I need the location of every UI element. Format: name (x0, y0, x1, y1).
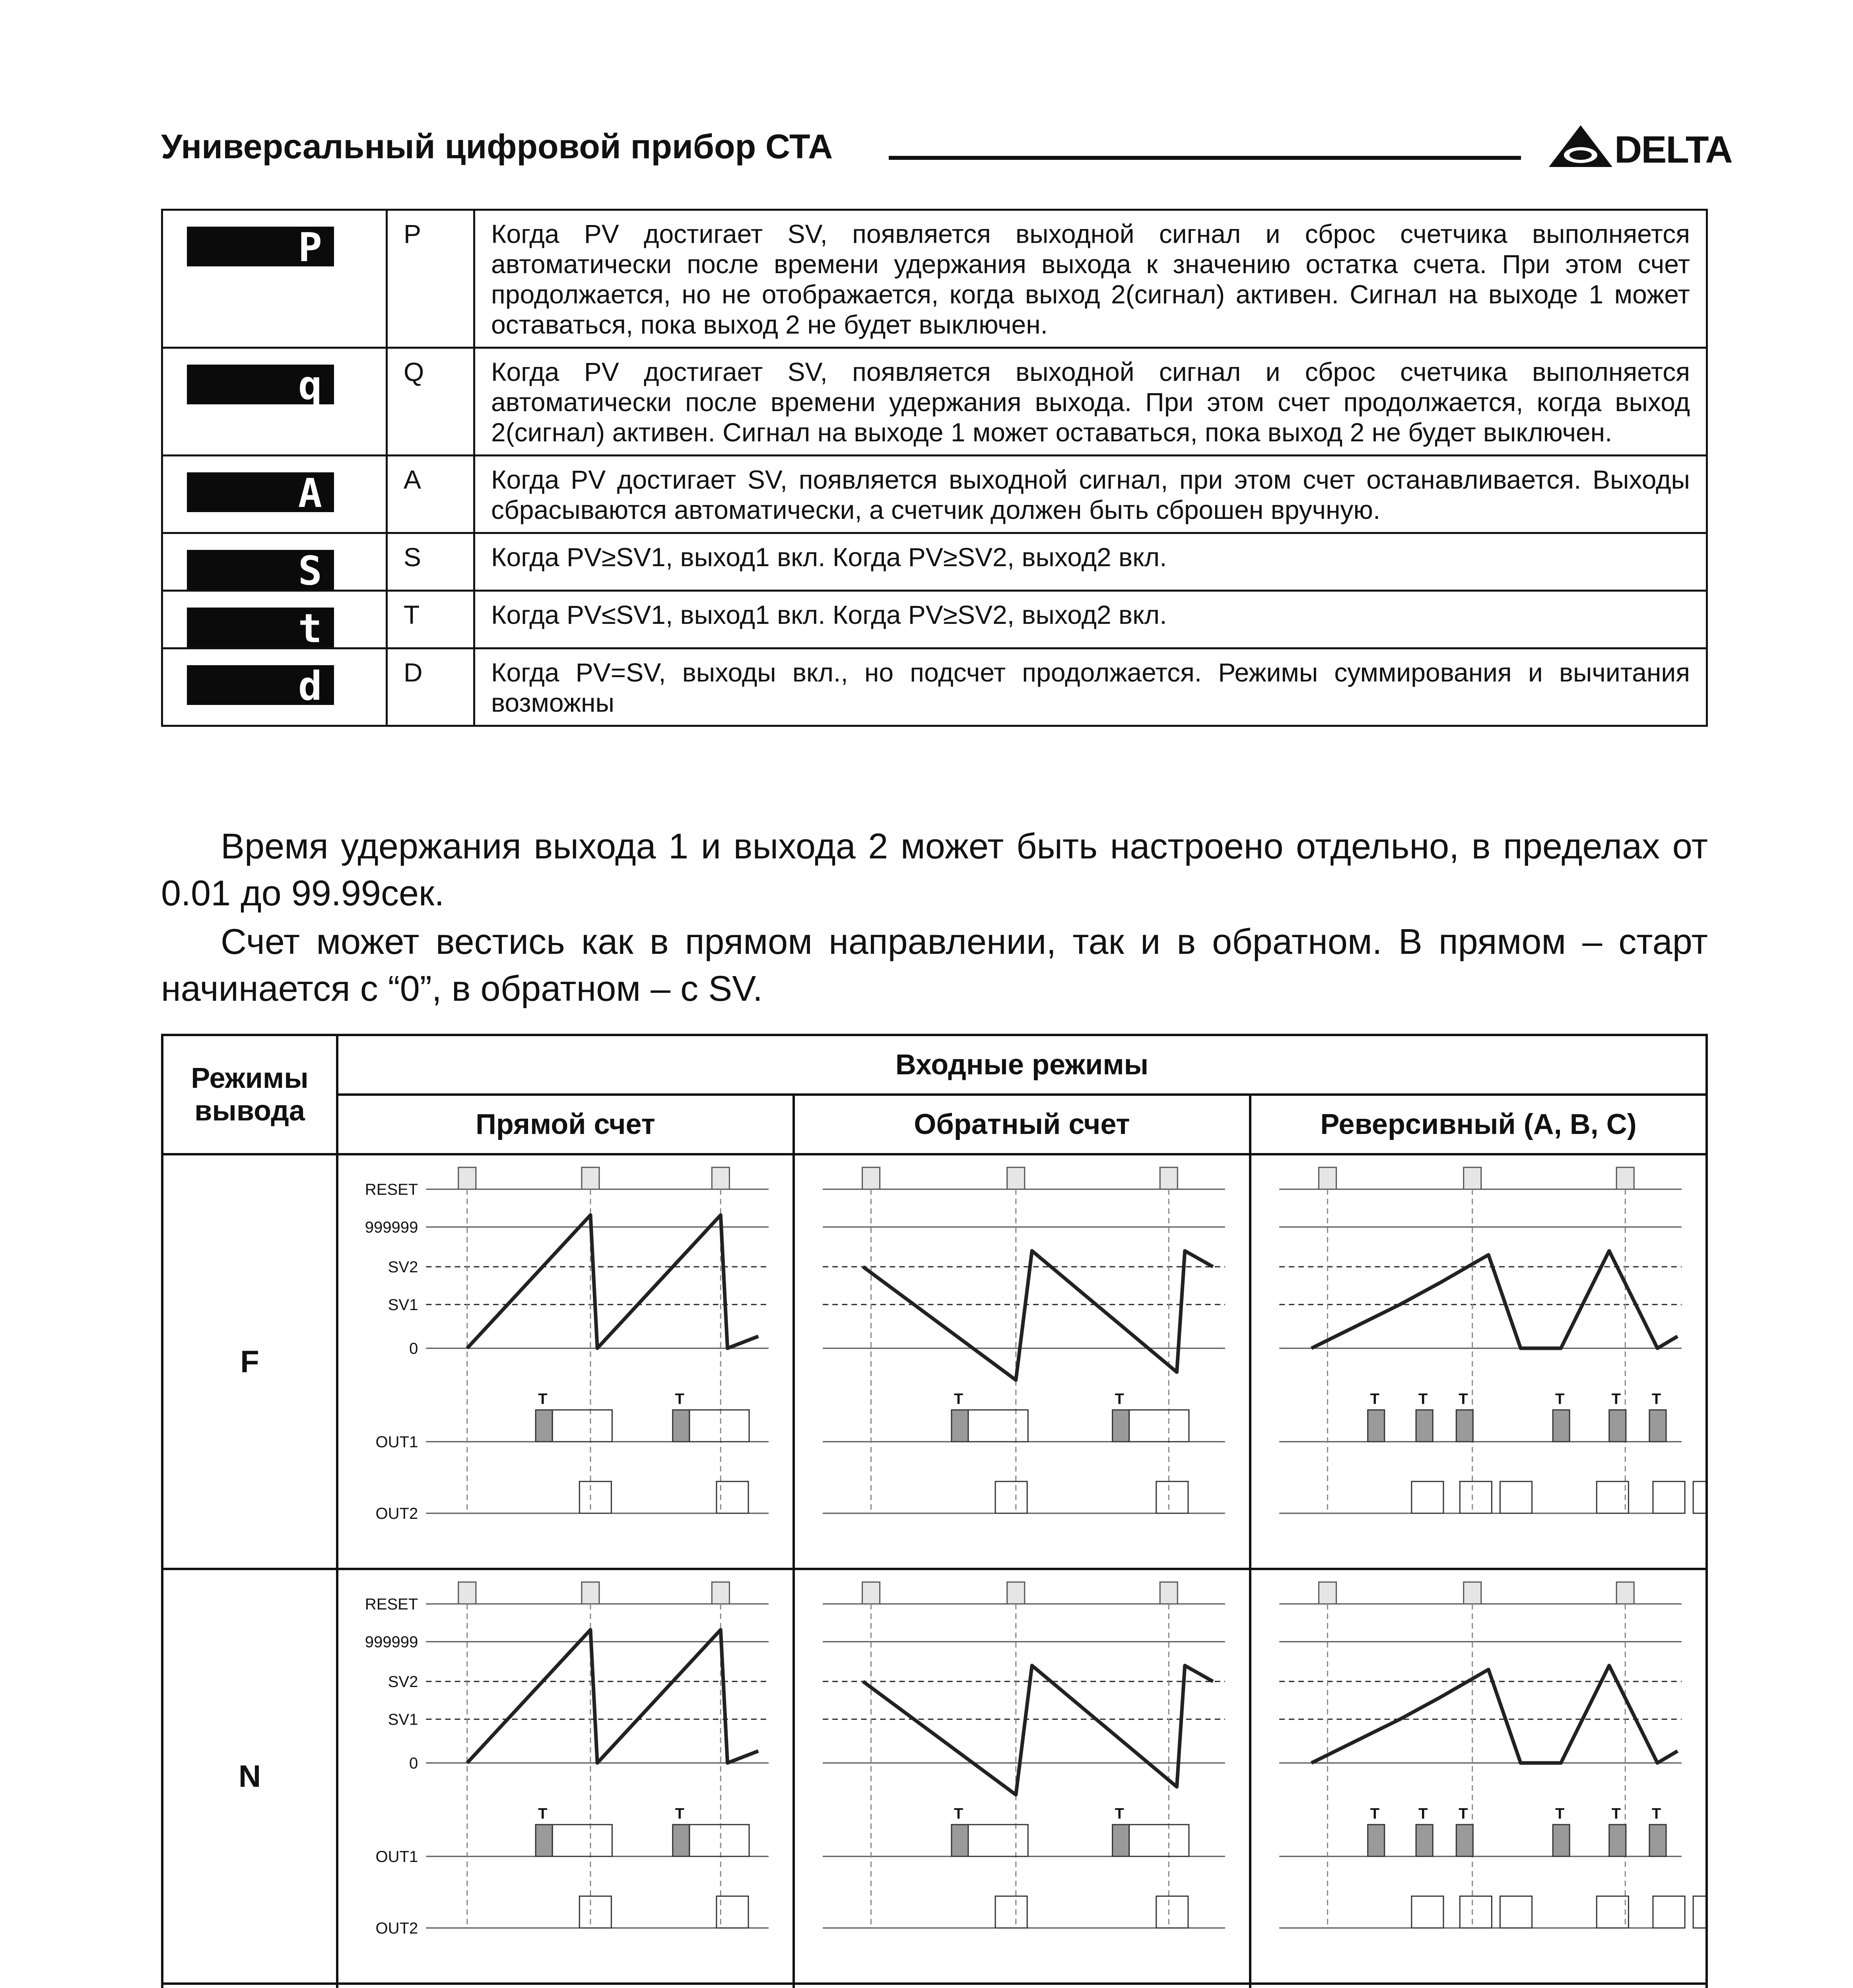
timing-diagram (795, 1155, 1249, 1565)
reset-pulse (1007, 1167, 1025, 1189)
reset-pulse (458, 1167, 476, 1189)
mode-row (162, 210, 1707, 348)
reset-pulse (712, 1167, 729, 1189)
out1-hold-pulse (1609, 1825, 1626, 1856)
out1-hold-pulse (1553, 1825, 1569, 1856)
column-header: Прямой счет (337, 1095, 794, 1154)
hold-time-marker: T (1459, 1806, 1468, 1822)
timing-diagram-table (161, 1034, 1708, 1988)
mode-letter: Q (387, 348, 474, 456)
timing-diagram (795, 1570, 1249, 1980)
out1-extended-pulse (968, 1410, 1028, 1442)
delta-logo (1549, 123, 1732, 171)
signal-label: 999999 (365, 1633, 418, 1651)
hold-time-marker: T (538, 1391, 548, 1408)
reset-pulse (582, 1582, 599, 1604)
mode-description: Когда PV≥SV1, выход1 вкл. Когда PV≥SV2, выход2 вкл. (474, 533, 1707, 591)
out1-hold-pulse (1456, 1410, 1473, 1442)
reset-pulse (582, 1167, 599, 1189)
hold-time-marker: T (1651, 1391, 1661, 1408)
out2-pulse (579, 1481, 611, 1513)
signal-label: OUT2 (375, 1920, 418, 1937)
signal-label: SV2 (388, 1673, 418, 1691)
timing-diagram (1251, 1570, 1705, 1980)
out2-pulse (1597, 1896, 1628, 1928)
row-label: N (162, 1569, 337, 1984)
hold-time-marker: T (1370, 1806, 1379, 1822)
mode-row (162, 348, 1707, 456)
out1-hold-pulse (1113, 1825, 1129, 1856)
display-indicator: A (187, 472, 334, 512)
mode-description: Когда PV достигает SV, появляется выходной сигнал и сброс счетчика выполняется автоматически после времени удержания выхода. При этом счет продолжается, когда выход 2(сигнал) активен. Сигнал на выходе 1 может оставаться, пока выход 2 не будет выключен. (474, 348, 1707, 456)
signal-label: SV1 (388, 1296, 418, 1314)
column-header: Реверсивный (A, B, C) (1250, 1095, 1707, 1154)
timing-diagram (338, 1155, 792, 1565)
out1-extended-pulse (968, 1825, 1028, 1856)
row-label: F (162, 1154, 337, 1569)
out1-extended-pulse (690, 1825, 749, 1856)
count-waveform (1311, 1666, 1678, 1763)
out2-pulse (579, 1896, 611, 1928)
out1-extended-pulse (1129, 1825, 1189, 1856)
signal-label: OUT1 (375, 1433, 418, 1451)
count-waveform (863, 1666, 1213, 1795)
mode-description: Когда PV=SV, выходы вкл., но подсчет продолжается. Режимы суммирования и вычитания возможны (474, 648, 1707, 726)
out1-extended-pulse (552, 1410, 612, 1442)
out1-hold-pulse (952, 1410, 968, 1442)
reset-pulse (1616, 1167, 1634, 1189)
out2-pulse (1653, 1896, 1685, 1928)
logo-text: DELTA (1614, 128, 1732, 171)
out1-hold-pulse (1368, 1410, 1385, 1442)
hold-time-marker: T (1370, 1391, 1379, 1408)
out2-pulse (995, 1481, 1027, 1513)
mode-letter: T (387, 591, 474, 648)
out1-hold-pulse (1649, 1825, 1666, 1856)
display-indicator: S (187, 550, 334, 590)
out1-hold-pulse (1649, 1410, 1666, 1442)
hold-time-marker: T (1418, 1391, 1428, 1408)
signal-label: SV2 (388, 1258, 418, 1276)
hold-time-marker: T (538, 1806, 548, 1822)
signal-label: SV1 (388, 1711, 418, 1728)
out1-hold-pulse (1368, 1825, 1385, 1856)
out2-pulse (1693, 1896, 1705, 1928)
hold-time-marker: T (1611, 1806, 1621, 1822)
out2-pulse (1412, 1896, 1443, 1928)
display-indicator: t (187, 608, 334, 647)
signal-label: RESET (365, 1181, 418, 1198)
out2-pulse (717, 1481, 748, 1513)
mode-description: Когда PV≤SV1, выход1 вкл. Когда PV≥SV2, выход2 вкл. (474, 591, 1707, 648)
reset-pulse (1160, 1167, 1177, 1189)
hold-time-marker: T (1555, 1391, 1565, 1408)
output-modes-header: Режимы вывода (162, 1035, 337, 1154)
mode-letter: A (387, 456, 474, 533)
display-indicator: P (187, 227, 334, 266)
timing-diagram (1251, 1155, 1705, 1565)
mode-row (162, 591, 1707, 648)
out2-pulse (1460, 1481, 1492, 1513)
hold-time-marker: T (1459, 1391, 1468, 1408)
reset-pulse (1319, 1167, 1336, 1189)
reset-pulse (1464, 1167, 1481, 1189)
out2-pulse (1500, 1481, 1532, 1513)
mode-row (162, 648, 1707, 726)
out1-hold-pulse (1113, 1410, 1129, 1442)
out2-pulse (1460, 1896, 1492, 1928)
signal-label: RESET (365, 1596, 418, 1613)
paragraph-count-direction: Счет может вестись как в прямом направлении, так и в обратном. В прямом – старт начинается с “0”, в обратном – с SV. (161, 922, 1708, 1009)
reset-pulse (1616, 1582, 1634, 1604)
out1-extended-pulse (1129, 1410, 1189, 1442)
timing-diagram (795, 1985, 1249, 1988)
count-waveform (467, 1215, 758, 1348)
out2-pulse (1500, 1896, 1532, 1928)
timing-diagram (1251, 1985, 1705, 1988)
reset-pulse (1464, 1582, 1481, 1604)
hold-time-marker: T (954, 1391, 963, 1408)
paragraph-hold-time: Время удержания выхода 1 и выхода 2 может быть настроено отдельно, в пределах от 0.01 до 99.99сек. (161, 827, 1708, 913)
reset-pulse (862, 1167, 880, 1189)
reset-pulse (1160, 1582, 1177, 1604)
delta-triangle-icon (1549, 123, 1616, 171)
hold-time-marker: T (675, 1391, 684, 1408)
mode-row (162, 533, 1707, 591)
column-header: Обратный счет (794, 1095, 1250, 1154)
timing-diagram (338, 1570, 792, 1980)
hold-time-marker: T (1115, 1391, 1124, 1408)
mode-row (162, 456, 1707, 533)
out2-pulse (717, 1896, 748, 1928)
reset-pulse (862, 1582, 880, 1604)
mode-letter: S (387, 533, 474, 591)
mode-letter: D (387, 648, 474, 726)
signal-label: OUT1 (375, 1848, 418, 1866)
out1-extended-pulse (552, 1825, 612, 1856)
reset-pulse (458, 1582, 476, 1604)
reset-pulse (1007, 1582, 1025, 1604)
out2-pulse (1653, 1481, 1685, 1513)
reset-pulse (1319, 1582, 1336, 1604)
out1-hold-pulse (673, 1410, 690, 1442)
signal-label: 999999 (365, 1219, 418, 1236)
out1-hold-pulse (1456, 1825, 1473, 1856)
out2-pulse (1412, 1481, 1443, 1513)
out2-pulse (995, 1896, 1027, 1928)
out1-hold-pulse (536, 1410, 552, 1442)
input-modes-header: Входные режимы (337, 1035, 1707, 1095)
hold-time-marker: T (1555, 1806, 1565, 1822)
hold-time-marker: T (1651, 1806, 1661, 1822)
out1-hold-pulse (1553, 1410, 1569, 1442)
mode-description: Когда PV достигает SV, появляется выходной сигнал, при этом счет останавливается. Выходы сбрасываются автоматически, а счетчик должен быть сброшен вручную. (474, 456, 1707, 533)
count-waveform (1311, 1251, 1678, 1348)
out2-pulse (1693, 1481, 1705, 1513)
out1-extended-pulse (690, 1410, 749, 1442)
signal-label: OUT2 (375, 1505, 418, 1522)
count-waveform (863, 1251, 1213, 1380)
mode-description: Когда PV достигает SV, появляется выходной сигнал и сброс счетчика выполняется автоматически после времени удержания выхода к значению остатка счета. При этом счет продолжается, но не отображается, когда выход 2(сигнал) активен. Сигнал на выходе 1 может оставаться, пока выход 2 не будет выключен. (474, 210, 1707, 348)
timing-diagram (338, 1985, 792, 1988)
out1-hold-pulse (536, 1825, 552, 1856)
hold-time-marker: T (1611, 1391, 1621, 1408)
output-modes-table (161, 209, 1708, 727)
out2-pulse (1156, 1481, 1188, 1513)
out1-hold-pulse (1416, 1825, 1433, 1856)
display-indicator: q (187, 365, 334, 404)
header-rule (889, 156, 1521, 160)
out1-hold-pulse (673, 1825, 690, 1856)
signal-label: 0 (409, 1755, 418, 1772)
out1-hold-pulse (1416, 1410, 1433, 1442)
signal-label: 0 (409, 1340, 418, 1357)
hold-time-marker: T (675, 1806, 684, 1822)
count-waveform (467, 1630, 758, 1763)
hold-time-marker: T (1115, 1806, 1124, 1822)
page-header (161, 127, 1732, 179)
hold-time-marker: T (954, 1806, 963, 1822)
reset-pulse (712, 1582, 729, 1604)
row-label (162, 1984, 337, 1988)
out2-pulse (1156, 1896, 1188, 1928)
out2-pulse (1597, 1481, 1628, 1513)
hold-time-marker: T (1418, 1806, 1428, 1822)
out1-hold-pulse (1609, 1410, 1626, 1442)
display-indicator: d (187, 665, 334, 705)
header-title: Универсальный цифровой прибор СТА (161, 128, 833, 166)
mode-letter: P (387, 210, 474, 348)
out1-hold-pulse (952, 1825, 968, 1856)
